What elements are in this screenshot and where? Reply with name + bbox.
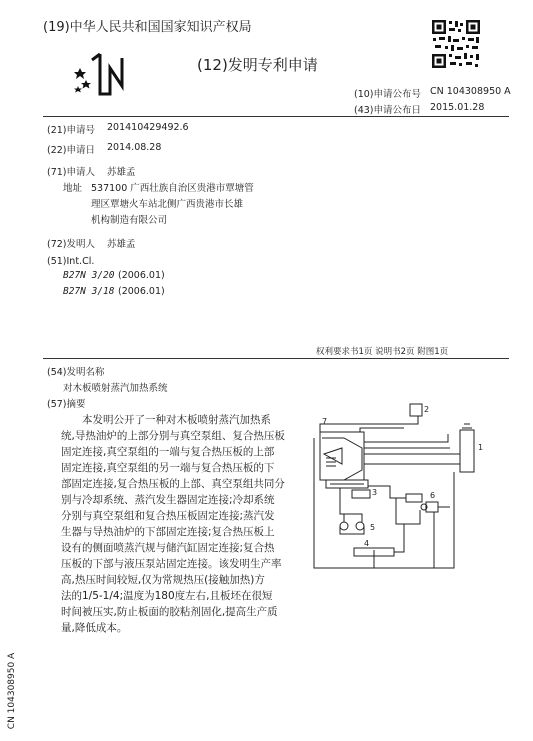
thermal-oil-furnace [460,430,474,472]
abstract-line: 高,热压时间较短,仅为常规热压(接触加热)方 [61,574,265,586]
invention-title: 对木板喷射蒸汽加热系统 [63,383,168,394]
figure-label: 4 [364,539,370,548]
title-label: (54)发明名称 [47,367,105,378]
system-schematic-figure [300,398,500,583]
abstract-line: 本发明公开了一种对木板喷射蒸汽加热系 [82,414,271,426]
office-name: (19)中华人民共和国国家知识产权局 [43,20,252,35]
side-publication-number: CN 104308950 A [7,652,17,730]
abstract-line: 时间被压实,防止板面的胶粘剂固化,提高生产质 [61,606,278,618]
figure-label: 2 [424,405,430,414]
ipc-code: B27N 3/18 [63,286,115,297]
page-counts: 权利要求书1页 说明书2页 附图1页 [316,347,449,357]
abstract-label: (57)摘要 [47,399,86,410]
figure-label: 3 [372,488,378,497]
abstract-line: 分别与真空泵组和复合热压板固定连接;蒸汽发 [61,510,275,522]
ipc-version: (2006.01) [118,286,165,297]
patent-office-emblem-icon [70,50,126,100]
section-divider [43,358,509,359]
figure-label: 7 [322,417,328,426]
address-label: 地址 [63,183,83,194]
filing-date-label: (22)申请日 [47,145,96,156]
ipc-label: (51)Int.Cl. [47,256,95,267]
filing-date: 2014.08.28 [107,142,162,153]
document-type: (12)发明专利申请 [197,56,318,74]
qr-code-icon [430,18,482,70]
ipc-code: B27N 3/20 [63,270,115,281]
application-number: 201410429492.6 [107,122,189,133]
abstract-line: 固定连接,真空泵组的另一端与复合热压板的下 [61,462,275,474]
inventor-label: (72)发明人 [47,239,96,250]
abstract-line: 部固定连接,复合热压板的上部、真空泵组共同分 [61,478,285,490]
abstract-line: 统,导热油炉的上部分别与真空泵组、复合热压板 [61,430,285,442]
abstract-line: 别与冷却系统、蒸汽发生器固定连接;冷却系统 [61,494,275,506]
applicant-label: (71)申请人 [47,167,96,178]
address-line: 537100 广西壮族自治区贵港市覃塘管 [91,183,254,194]
abstract-line: 设有的侧面喷蒸汽规与储汽缸固定连接;复合热 [61,542,275,554]
header-divider [43,116,509,117]
abstract-text [61,412,285,636]
steam-generator [410,404,422,416]
ipc-version: (2006.01) [118,270,165,281]
publication-number-label: (10)申请公布号 [354,89,422,100]
publication-date-label: (43)申请公布日 [354,105,422,116]
publication-number: CN 104308950 A [430,86,511,97]
abstract-line: 生器与导热油炉的下部固定连接;复合热压板上 [61,526,275,538]
abstract-line: 法的1/5-1/4;温度为180度左右,且板坯在很短 [61,590,273,602]
abstract-line: 固定连接,真空泵组的一端与复合热压板的上部 [61,446,275,458]
abstract-line: 量,降低成本。 [61,622,128,634]
abstract-line: 压板的下部与液压泵站固定连接。该发明生产率 [61,558,282,570]
address-line: 理区覃塘火车站北侧广西贵港市长雄 [91,199,244,210]
applicant-name: 苏雄孟 [107,167,136,178]
cooling-unit [406,494,422,502]
figure-label: 5 [370,523,376,532]
publication-date: 2015.01.28 [430,102,485,113]
inventor-name: 苏雄孟 [107,239,136,250]
application-number-label: (21)申请号 [47,125,96,136]
figure-label: 6 [430,491,436,500]
figure-label: 1 [478,443,484,452]
address-line: 机构制造有限公司 [91,215,168,226]
